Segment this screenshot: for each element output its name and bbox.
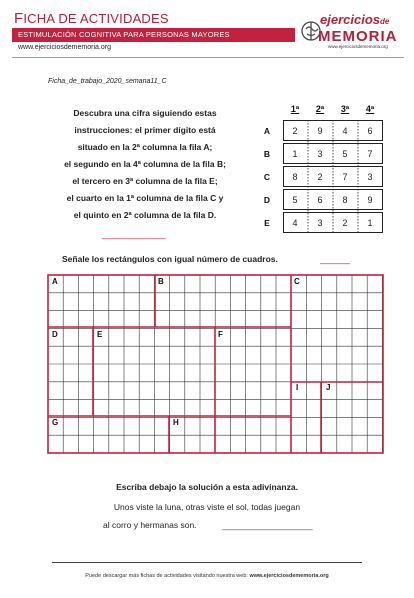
- table-cell: 4: [292, 217, 298, 228]
- worksheet-title: FICHA DE ACTIVIDADES: [14, 10, 169, 27]
- rectangle-label-a: A: [52, 277, 58, 286]
- rectangle-label-f: F: [218, 330, 223, 339]
- table-cell: 2: [292, 125, 298, 136]
- table-cell: 9: [367, 194, 373, 205]
- rectangle-label-d: D: [52, 330, 58, 339]
- column-header: 1ª: [290, 104, 300, 114]
- rectangle-label-h: H: [173, 418, 179, 427]
- instruction-line: situado en la 2ª columna la fila A;: [77, 142, 213, 152]
- table-cell: 1: [367, 217, 373, 228]
- table-cell: 3: [317, 148, 323, 159]
- table-cell: 5: [292, 194, 298, 205]
- instruction-line: el quinto en 2ª columna de la fila D.: [73, 210, 217, 220]
- table-cell: 5: [342, 148, 348, 159]
- row-label: D: [263, 195, 271, 205]
- table-cell: 8: [292, 171, 298, 182]
- table-cell: 7: [342, 171, 348, 182]
- riddle-question: Escriba debajo la solución a esta adivinanza.: [116, 482, 298, 492]
- rectangle-label-b: B: [158, 277, 164, 286]
- table-cell: 3: [317, 217, 323, 228]
- instruction-line: el tercero en 3ª columna de la fila E;: [72, 176, 218, 186]
- instruction-line: Descubra una cifra siguiendo estas: [73, 108, 217, 118]
- column-header: 4ª: [365, 104, 375, 114]
- table-cell: 1: [292, 148, 298, 159]
- table-cell: 6: [317, 194, 323, 205]
- site-url: www.ejerciciosdememoria.org: [18, 44, 111, 51]
- footer-url[interactable]: www.ejerciciosdememoria.org: [249, 573, 329, 579]
- rectangle-label-j: J: [326, 383, 331, 392]
- rectangle-label-i: I: [296, 383, 299, 392]
- rectangle-grid: [47, 274, 384, 454]
- table-cell: 7: [367, 148, 373, 159]
- table-cell: 3: [367, 171, 373, 182]
- footer-text: Puede descargar más fichas de actividades visitando nuestra web: www.ejerciciosdememoria.org: [85, 573, 329, 579]
- rectangle-label-e: E: [97, 330, 103, 339]
- logo-text-top: ejerciciosde: [320, 12, 390, 27]
- row-label: A: [263, 126, 271, 136]
- column-header: 2ª: [315, 104, 325, 114]
- header-divider: [12, 57, 404, 58]
- footer-divider: [52, 562, 362, 563]
- sheet-id: Ficha_de_trabajo_2020_semana11_C: [48, 78, 167, 85]
- instruction-line: el segundo en la 4ª columna de la fila B;: [64, 159, 226, 169]
- table-cell: 9: [317, 125, 323, 136]
- logo-text-main: MEMORIA: [318, 28, 398, 45]
- table-cell: 2: [342, 217, 348, 228]
- table-cell: 6: [367, 125, 373, 136]
- riddle-answer-field[interactable]: ____________________: [222, 520, 313, 530]
- digit-answer-field[interactable]: ______________: [102, 229, 166, 239]
- grid-answer-field[interactable]: ______: [320, 254, 351, 264]
- table-cell: 2: [317, 171, 323, 182]
- column-header: 3ª: [340, 104, 350, 114]
- rectangle-label-c: C: [294, 277, 300, 286]
- instruction-line: instrucciones: el primer dígito está: [74, 125, 216, 135]
- subtitle: ESTIMULACIÓN COGNITIVA PARA PERSONAS MAYORES: [18, 30, 230, 39]
- riddle-line-1: Unos viste la luna, otras viste el sol, todas juegan: [113, 502, 301, 512]
- table-cell: 8: [342, 194, 348, 205]
- grid-question: Señale los rectángulos con igual número de cuadros.: [62, 254, 278, 264]
- logo-url: www.ejerciciosdememoria.org: [328, 44, 388, 49]
- row-label: B: [263, 149, 271, 159]
- row-label: C: [263, 172, 271, 182]
- rectangle-label-g: G: [52, 418, 59, 427]
- riddle-line-2: al corro y hermanas son.: [103, 520, 197, 530]
- instruction-line: el cuarto en la 1ª columna de la fila C y: [66, 193, 224, 203]
- row-label: E: [264, 218, 270, 228]
- table-cell: 4: [342, 125, 348, 136]
